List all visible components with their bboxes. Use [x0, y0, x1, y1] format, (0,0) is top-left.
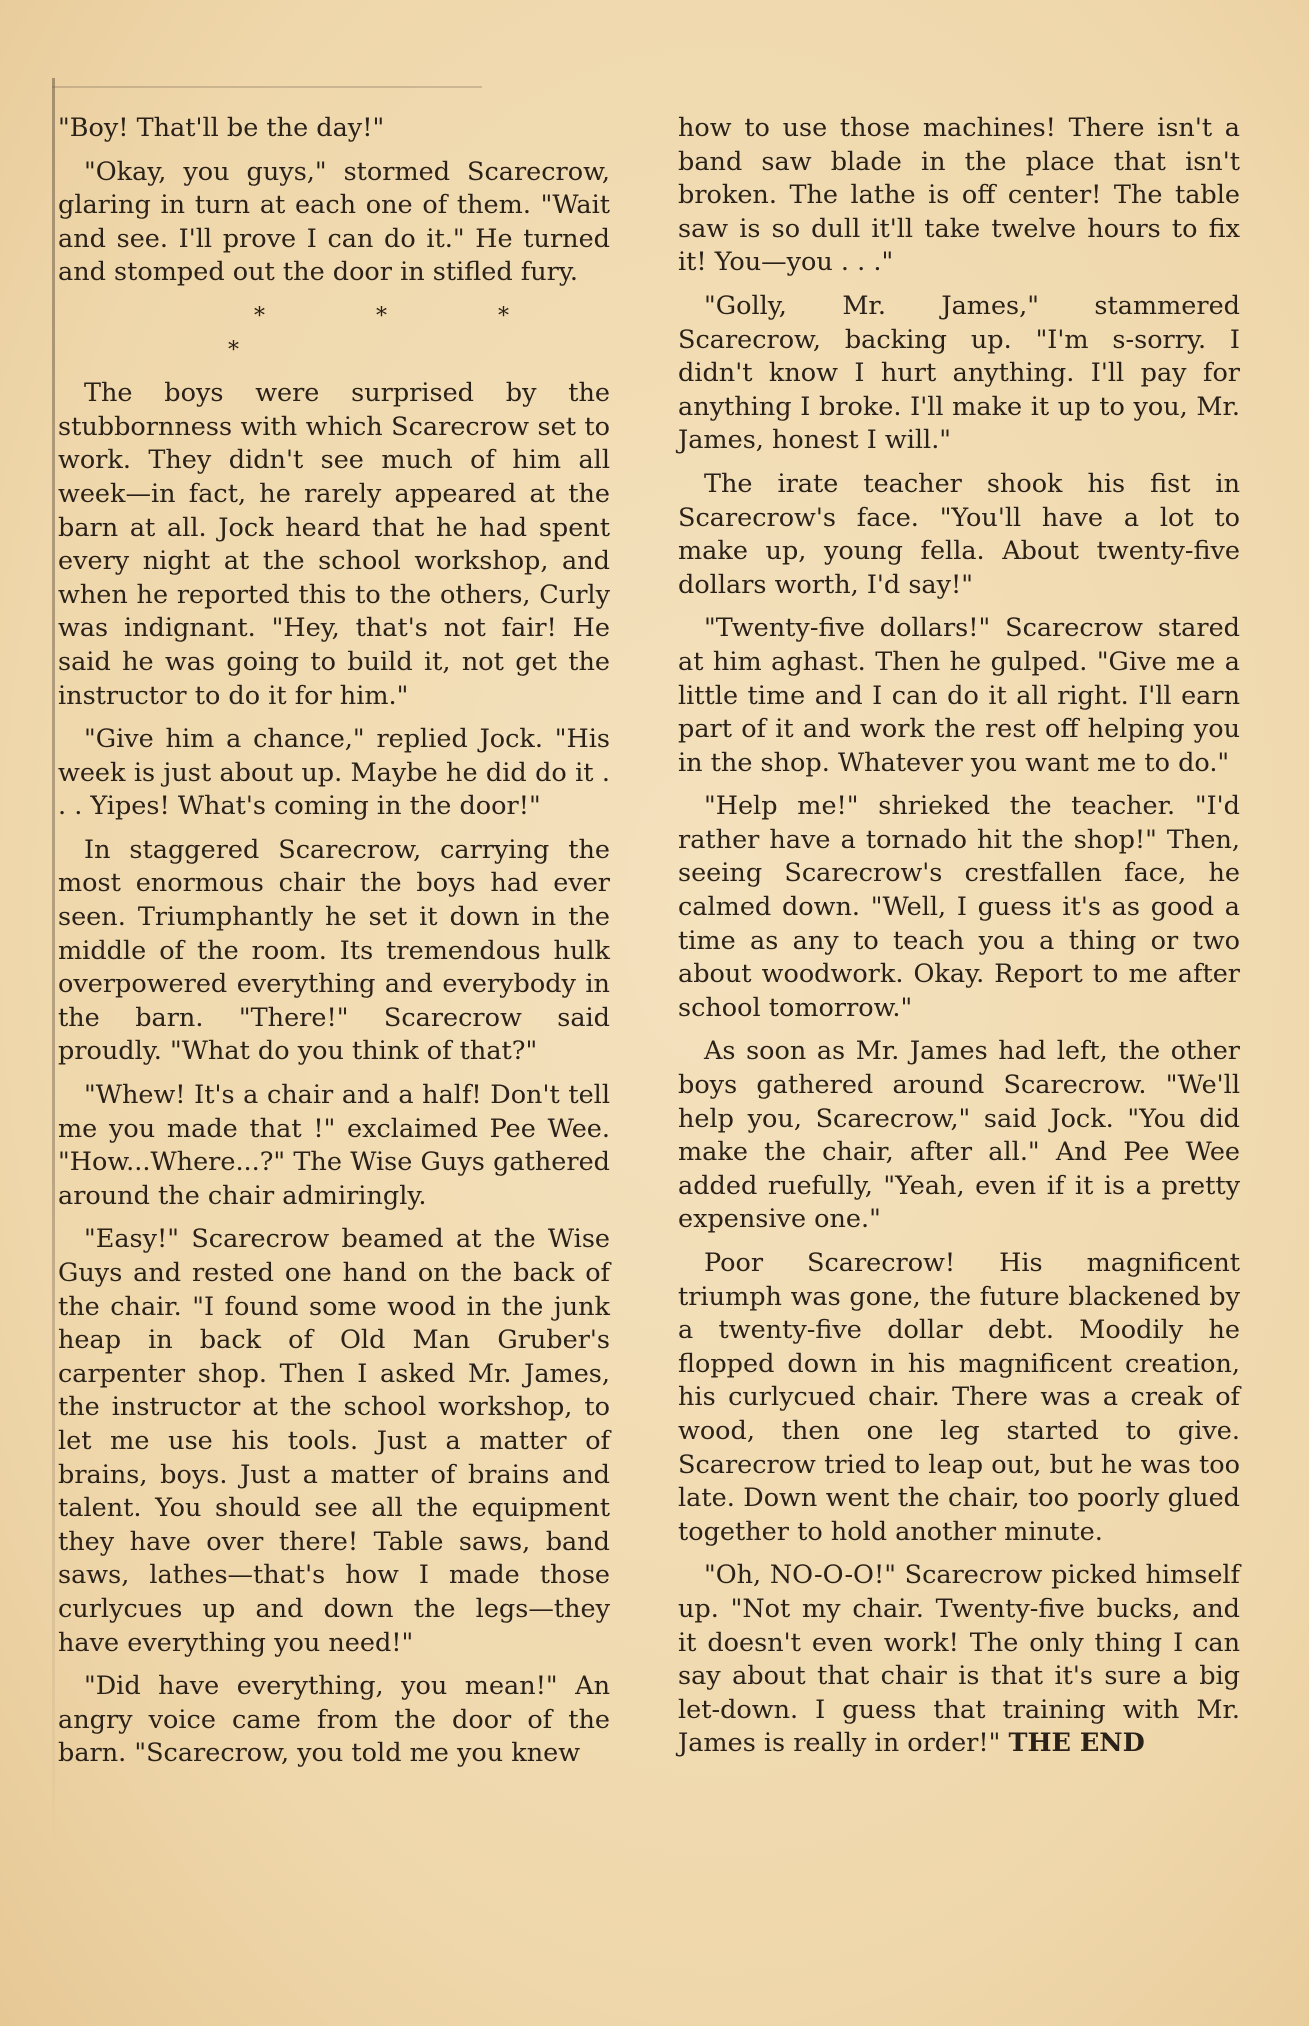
paragraph: As soon as Mr. James had left, the other boys gathered around Scarecrow. "We'll help you, Scarecrow," said Jock. "You did make the chair, after all." And Pee Wee added ruefully, "Yeah, even if it is a pretty expensive one.": [678, 1036, 1240, 1235]
paragraph: "Golly, Mr. James," stammered Scarecrow, backing up. "I'm s-sorry. I didn't know I hurt anything. I'll pay for anything I broke. I'll make it up to you, Mr. James, honest I will.": [678, 290, 1240, 456]
paragraph: "Give him a chance," replied Jock. "His week is just about up. Maybe he did do it . . . Yipes! What's coming in the door!": [58, 724, 610, 822]
frame-rule-left: [52, 78, 55, 1848]
section-separator: * * * *: [228, 303, 561, 363]
paragraph: "Whew! It's a chair and a half! Don't tell me you made that !" exclaimed Pee Wee. "How...Where...?" The Wise Guys gathered around the chair admiringly.: [58, 1080, 610, 1211]
paragraph: "Twenty-five dollars!" Scarecrow stared at him aghast. Then he gulped. "Give me a little time and I can do it all right. I'll earn part of it and work the rest off helping you in the shop. Whatever you want me to do.": [678, 613, 1240, 778]
paragraph: Poor Scarecrow! His magnificent triumph was gone, the future blackened by a twenty-five dollar debt. Moodily he flopped down in his magnificent creation, his curlycued chair. There was a creak of wood, then one leg started to give. Scarecrow tried to leap out, but he was too late. Down went the chair, too poorly glued together to hold another minute.: [678, 1248, 1240, 1547]
paragraph: how to use those machines! There isn't a band saw blade in the place that isn't broken. The lathe is off center! The table saw is so dull it'll take twelve hours to fix it! You—you . . .": [678, 113, 1240, 278]
paragraph: In staggered Scarecrow, carrying the most enormous chair the boys had ever seen. Triumphantly he set it down in the middle of the room. Its tremendous hulk overpowered everything and everybody in the barn. "There!" Scarecrow said proudly. "What do you think of that?": [58, 834, 610, 1067]
left-column: [58, 112, 610, 1781]
paragraph: "Easy!" Scarecrow beamed at the Wise Guys and rested one hand on the back of the chair. "I found some wood in the junk heap in back of Old Man Gruber's carpenter shop. Then I asked Mr. James, the instructor at the school workshop, to let me use his tools. Just a matter of brains, boys. Just a matter of brains and talent. You should see all the equipment they have over there! Table saws, band saws, lathes—that's how I made those curlycues up and down the legs—they have everything you need!": [58, 1224, 610, 1658]
the-end-label: THE END: [1008, 1728, 1145, 1759]
paragraph-text: "Oh, NO-O-O!" Scarecrow picked himself up. "Not my chair. Twenty-five bucks, and it doesn't even work! The only thing I can say about that chair is that it's sure a big let-down. I guess that training with Mr. James is really in order!": [678, 1560, 1240, 1759]
paragraph: The irate teacher shook his fist in Scarecrow's face. "You'll have a lot to make up, young fella. About twenty-five dollars worth, I'd say!": [678, 468, 1240, 600]
paragraph: The boys were surprised by the stubbornness with which Scarecrow set to work. They didn't see much of him all week—in fact, he rarely appeared at the barn at all. Jock heard that he had spent every night at the school workshop, and when he reported this to the others, Curly was indignant. "Hey, that's not fair! He said he was going to build it, not get the instructor to do it for him.": [58, 378, 610, 711]
right-column: [678, 112, 1240, 1771]
paragraph: "Help me!" shrieked the teacher. "I'd rather have a tornado hit the shop!" Then, seeing Scarecrow's crestfallen face, he calmed down. "Well, I guess it's as good a time as any to teach you a thing or two about woodwork. Okay. Report to me after school tomorrow.": [678, 791, 1240, 1023]
paragraph: "Boy! That'll be the day!": [58, 113, 385, 143]
paragraph: "Did have everything, you mean!" An angry voice came from the door of the barn. "Scarecrow, you told me you knew: [58, 1671, 610, 1769]
final-paragraph: [678, 1559, 1240, 1761]
frame-rule-top: [52, 86, 482, 88]
paragraph: "Okay, you guys," stormed Scarecrow, glaring in turn at each one of them. "Wait and see. I'll prove I can do it." He turned and stomped out the door in stifled fury.: [58, 156, 610, 288]
